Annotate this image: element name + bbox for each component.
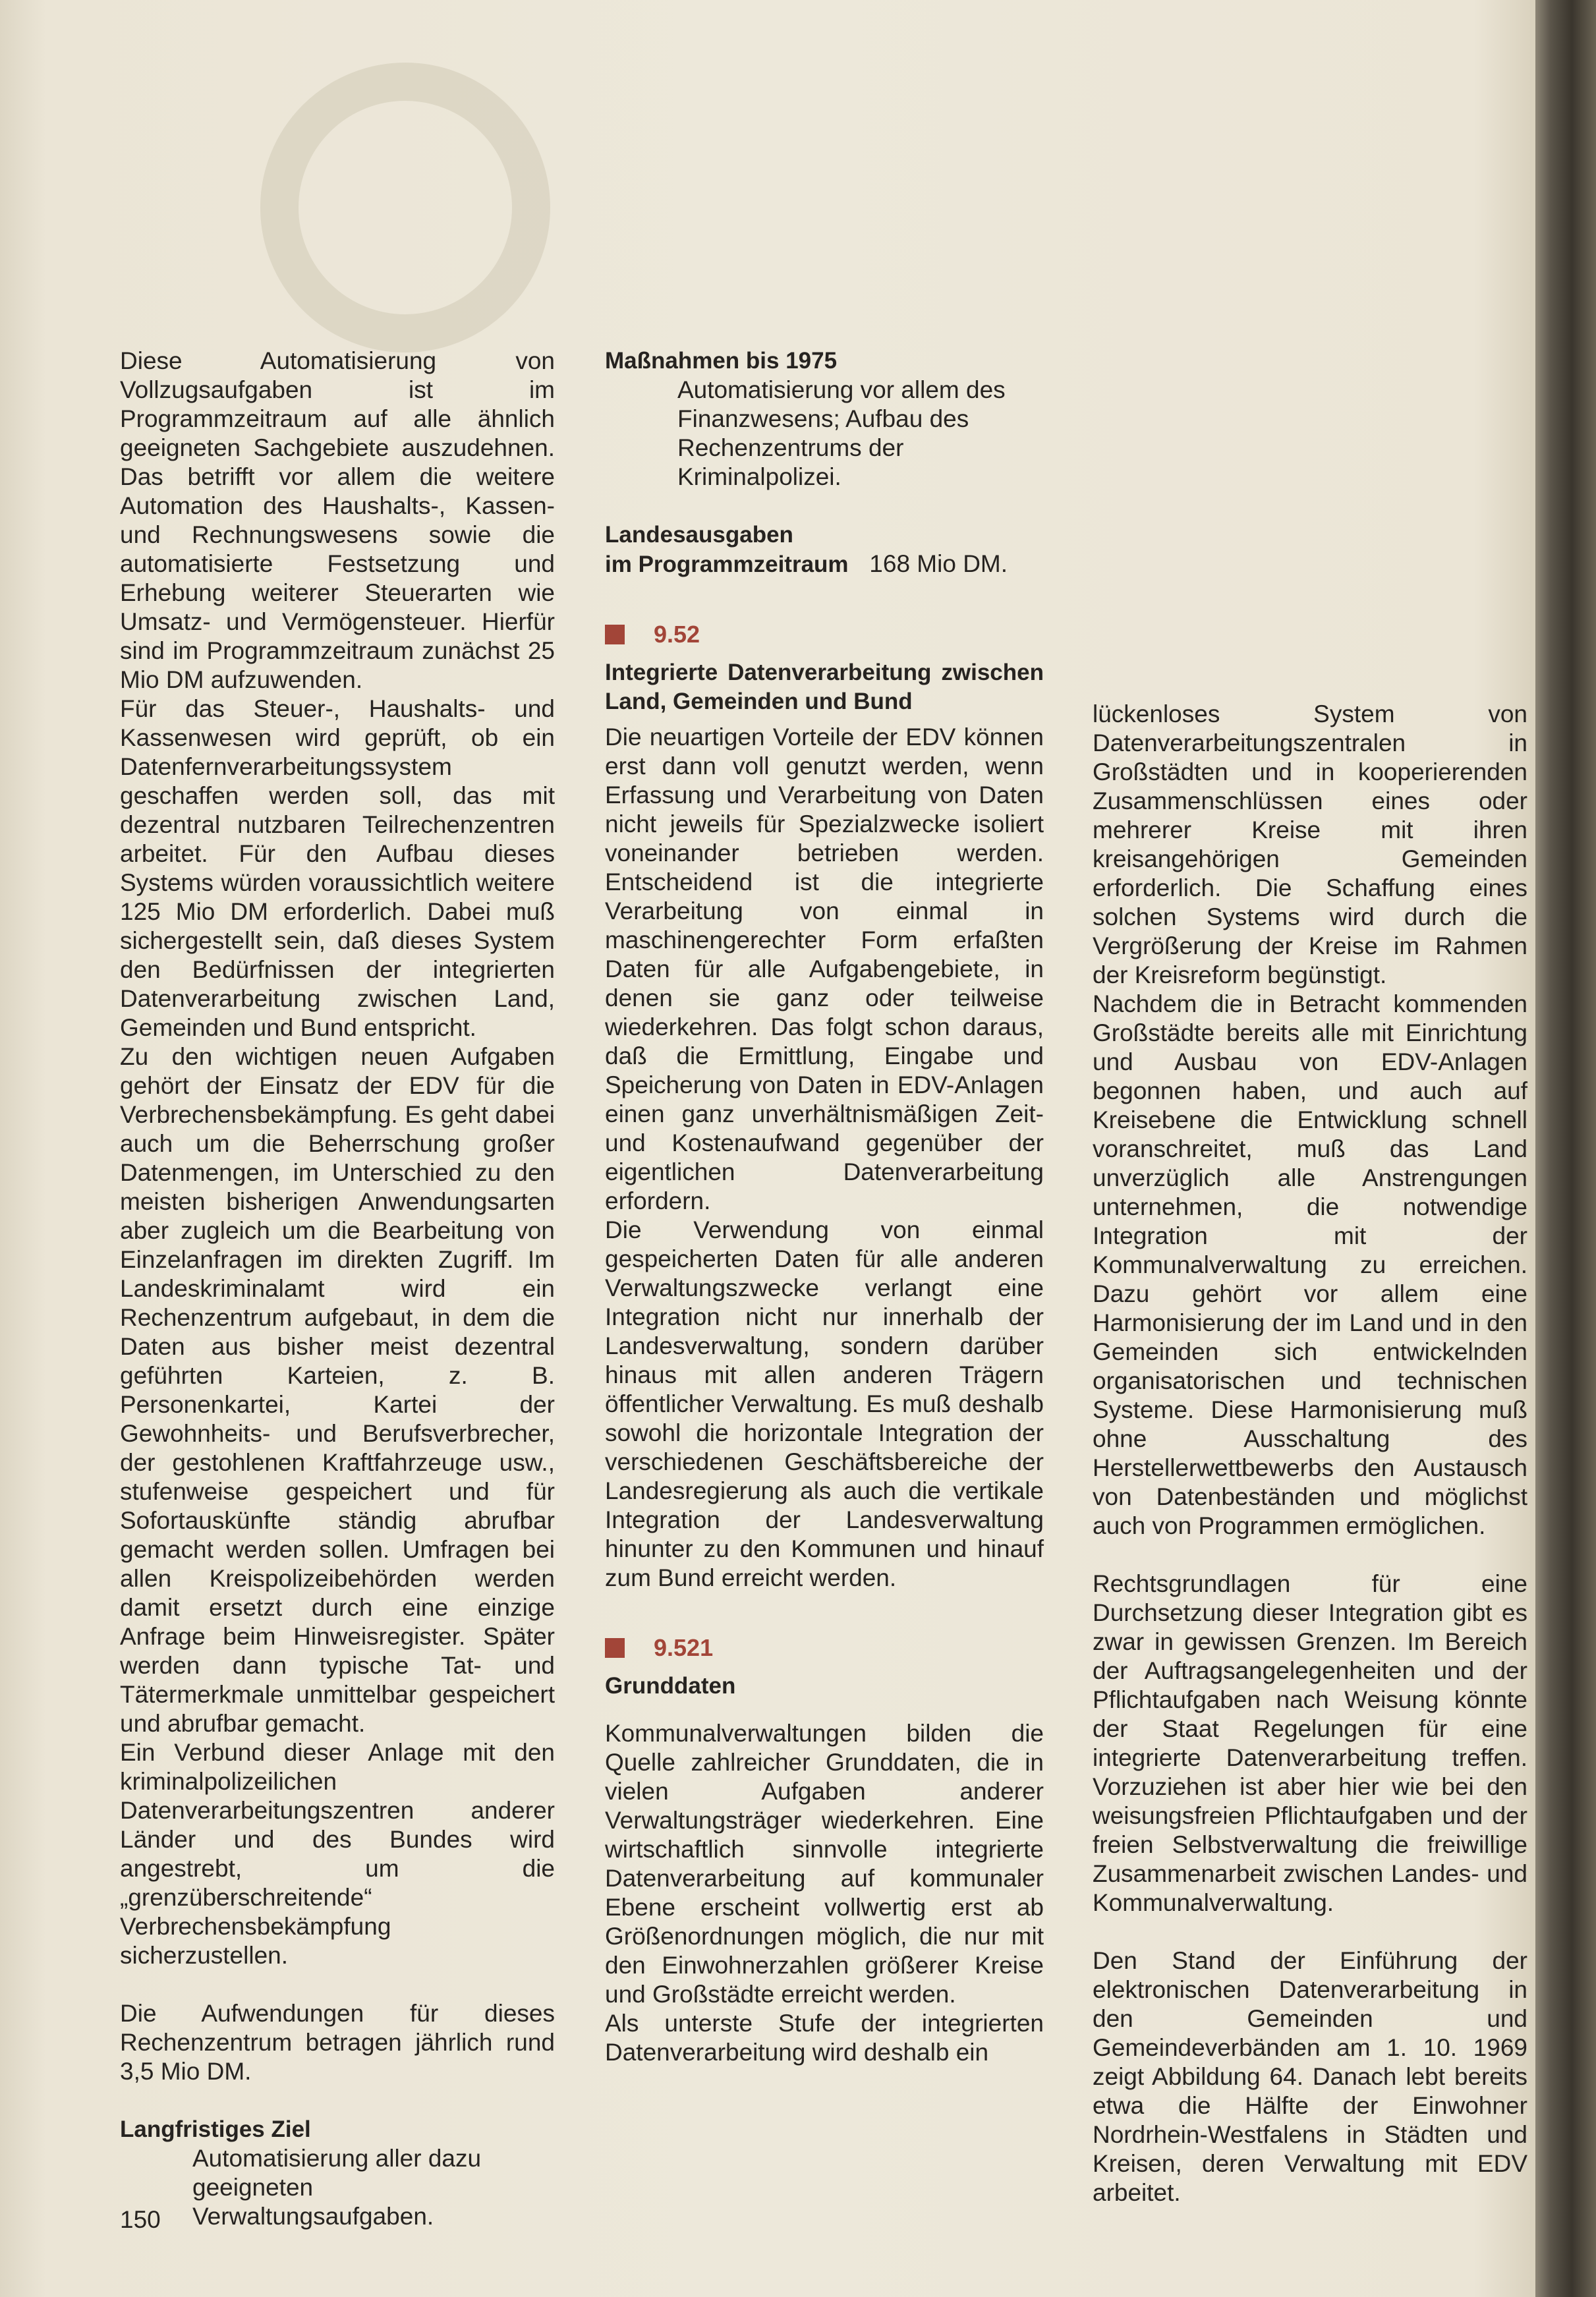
- section-number: 9.52: [654, 621, 700, 648]
- paragraph: Die Aufwendungen für dieses Rechenzentrum betragen jährlich rund 3,5 Mio DM.: [120, 2000, 555, 2085]
- budget-label-line2: im Programmzeitraum: [605, 552, 849, 577]
- column-3: [1093, 700, 1527, 2207]
- paragraph: Zu den wichtigen neuen Aufgaben gehört der Einsatz der EDV für die Verbrechensbekämpfung. Es geht dabei auch um die Beherrschung großer Datenmengen, im Unterschied zu den meisten bisherigen Anwendungsarten aber zugleich um die Bearbeitung von Einzelanfragen im direkten Zugriff. Im Landeskriminalamt wird ein Rechenzentrum aufgebaut, in dem die Daten aus bisher meist dezentral geführten Karteien, z. B. Personenkartei, Kartei der Gewohnheits- und Berufsverbrecher, der gestohlenen Kraftfahrzeuge usw., stufenweise gespeichert und für Sofortauskünfte ständig abrufbar gemacht werden sollen. Umfragen bei allen Kreispolizeibehörden werden damit ersetzt durch eine einzige Anfrage beim Hinweisregister. Später werden dann typische Tat- und Tätermerkmale unmittelbar gespeichert und abrufbar gemacht.: [120, 1043, 555, 1737]
- section-header-9-52: [605, 620, 1044, 649]
- section-header-9-521: [605, 1633, 1044, 1662]
- paragraph: Ein Verbund dieser Anlage mit den kriminalpolizeilichen Datenverarbeitungszentren anderer Länder und des Bundes wird angestrebt, um die „grenzüberschreitende“ Verbrechensbekämpfung sicherzustellen.: [120, 1739, 555, 1969]
- measures-text: Automatisierung vor allem des Finanzwesens; Aufbau des Rechenzentrums der Kriminalpolizei.: [677, 376, 1006, 490]
- paragraph: Die Verwendung von einmal gespeicherten Daten für alle anderen Verwaltungszwecke verlangt eine Integration nicht nur innerhalb der Landesverwaltung, sondern darüber hinaus mit allen anderen Trägern öffentlicher Verwaltung. Es muß deshalb sowohl die horizontale Integration der verschiedenen Geschäftsbereiche der Landesregierung als auch die vertikale Integration der Landesverwaltung hinunter zu den Kommunen und hinauf zum Bund erreicht werden.: [605, 1216, 1044, 1591]
- paragraph: Kommunalverwaltungen bilden die Quelle zahlreicher Grunddaten, die in vielen Aufgaben anderer Verwaltungsträger wiederkehren. Eine wirtschaftlich sinnvolle integrierte Datenverarbeitung auf kommunaler Ebene erscheint vollwertig erst ab Größenordnungen möglich, die nur mit den Einwohnerzahlen größerer Kreise und Großstädte erreicht werden.: [605, 1720, 1044, 2008]
- heading-long-term-goal: Langfristiges Ziel: [120, 2116, 311, 2142]
- paragraph: Rechtsgrundlagen für eine Durchsetzung dieser Integration gibt es zwar in gewissen Grenzen. Im Bereich der Auftragsangelegenheiten und der Pflichtaufgaben nach Weisung könnte der Staat Regelungen für eine integrierte Datenverarbeitung treffen. Vorzuziehen ist aber hier wie bei den weisungsfreien Pflichtaufgaben und der freien Selbstverwaltung die freiwillige Zusammenarbeit zwischen Landes- und Kommunalverwaltung.: [1093, 1570, 1527, 1916]
- section-title: Integrierte Datenverarbeitung zwischen Land, Gemeinden und Bund: [605, 660, 1044, 714]
- chapter-watermark: [260, 63, 550, 353]
- long-term-goal-text: Automatisierung aller dazu geeigneten Verwaltungsaufgaben.: [192, 2145, 482, 2230]
- section-number: 9.521: [654, 1634, 714, 1661]
- section-marker-icon: [605, 625, 625, 644]
- column-1: [120, 347, 555, 2231]
- column-2: [605, 347, 1044, 2067]
- paragraph: Als unterste Stufe der integrierten Datenverarbeitung wird deshalb ein: [605, 2010, 1044, 2066]
- heading-measures: Maßnahmen bis 1975: [605, 348, 838, 374]
- budget-value: 168 Mio DM.: [869, 550, 1008, 577]
- paragraph: Diese Automatisierung von Vollzugsaufgaben ist im Programmzeitraum auf alle ähnlich geeigneten Sachgebiete auszudehnen. Das betrifft vor allem die weitere Automation des Haushalts-, Kassen- und Rechnungswesens sowie die automatisierte Festsetzung und Erhebung weiterer Steuerarten wie Umsatz- und Vermögensteuer. Hierfür sind im Programmzeitraum zunächst 25 Mio DM aufzuwenden.: [120, 347, 555, 693]
- page-number: 150: [120, 2206, 161, 2233]
- section-marker-icon: [605, 1638, 625, 1658]
- paragraph: Für das Steuer-, Haushalts- und Kassenwesen wird geprüft, ob ein Datenfernverarbeitungssystem geschaffen werden soll, das mit dezentral nutzbaren Teilrechenzentren arbeitet. Für den Aufbau dieses Systems würden voraussichtlich weitere 125 Mio DM erforderlich. Dabei muß sichergestellt sein, daß dieses System den Bedürfnissen der integrierten Datenverarbeitung zwischen Land, Gemeinden und Bund entspricht.: [120, 695, 555, 1041]
- paragraph: Nachdem die in Betracht kommenden Großstädte bereits alle mit Einrichtung und Ausbau von EDV-Anlagen begonnen haben, und auch auf Kreisebene die Entwicklung schnell voranschreitet, muß das Land unverzüglich alle Anstrengungen unternehmen, die notwendige Integration mit der Kommunalverwaltung zu erreichen. Dazu gehört vor allem eine Harmonisierung der im Land und in den Gemeinden sich entwickelnden organisatorischen und technischen Systeme. Diese Harmonisierung muß ohne Ausschaltung des Herstellerwettbewerbs den Austausch von Datenbeständen und möglichst auch von Programmen ermöglichen.: [1093, 990, 1527, 1539]
- paragraph: lückenloses System von Datenverarbeitungszentralen in Großstädten und in kooperierenden Zusammenschlüssen eines oder mehrerer Kreise mit ihren kreisangehörigen Gemeinden erforderlich. Die Schaffung eines solchen Systems wird durch die Vergrößerung der Kreise im Rahmen der Kreisreform begünstigt.: [1093, 700, 1527, 988]
- section-title: Grunddaten: [605, 1673, 736, 1699]
- book-spine: [1535, 0, 1596, 2297]
- paragraph: Den Stand der Einführung der elektronischen Datenverarbeitung in den Gemeinden und Gemeindeverbänden am 1. 10. 1969 zeigt Abbildung 64. Danach lebt bereits etwa die Hälfte der Einwohner Nordrhein-Westfalens in Städten und Kreisen, deren Verwaltung mit EDV arbeitet.: [1093, 1947, 1527, 2206]
- budget-label-line1: Landesausgaben: [605, 522, 793, 548]
- paragraph: Die neuartigen Vorteile der EDV können erst dann voll genutzt werden, wenn Erfassung und Verarbeitung von Daten nicht jeweils für Spezialzwecke isoliert voneinander betrieben werden. Entscheidend ist die integrierte Verarbeitung von einmal in maschinengerechter Form erfaßten Daten für alle Aufgabengebiete, in denen sie ganz oder teilweise wiederkehren. Das folgt schon daraus, daß die Ermittlung, Eingabe und Speicherung von Daten in EDV-Anlagen einen ganz unverhältnismäßigen Zeit- und Kostenaufwand gegenüber der eigentlichen Datenverarbeitung erfordern.: [605, 723, 1044, 1214]
- budget-block: [605, 521, 1044, 579]
- budget-label-row: [605, 550, 1044, 579]
